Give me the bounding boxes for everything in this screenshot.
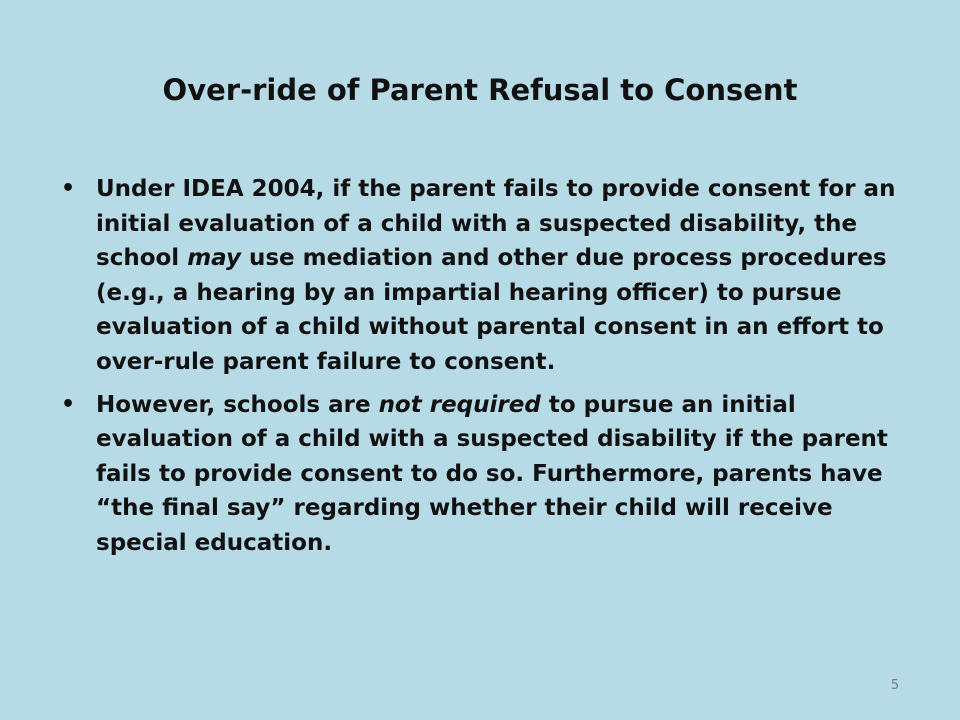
bullet-2-emphasis: not required <box>378 391 541 418</box>
bullet-list <box>60 172 905 569</box>
bullet-item-2 <box>60 388 905 561</box>
bullet-1-text-end: use mediation and other due process procedures (e.g., a hearing by an impartial hearing officer) to pursue evaluation of a child without parental consent in an effort to over-rule parent failure to consent. <box>96 245 887 375</box>
bullet-marker: • <box>61 176 76 201</box>
bullet-1-emphasis: may <box>187 245 241 272</box>
bullet-2-text-start: However, schools are <box>96 391 379 418</box>
bullet-2-text-end: to pursue an initial evaluation of a child with a suspected disability if the parent fails to provide consent to do so. Furthermore, parents have “the final say” regarding whether their child will receive special education. <box>96 391 888 556</box>
slide-title: Over-ride of Parent Refusal to Consent <box>162 73 798 107</box>
bullet-marker: • <box>61 391 76 417</box>
page-number: 5 <box>890 678 900 693</box>
bullet-item-1 <box>60 172 905 380</box>
bullet-1-text-start: Under IDEA 2004, if the parent fails to provide consent for an initial evaluation of a child with a suspected disability, the school <box>96 176 896 272</box>
